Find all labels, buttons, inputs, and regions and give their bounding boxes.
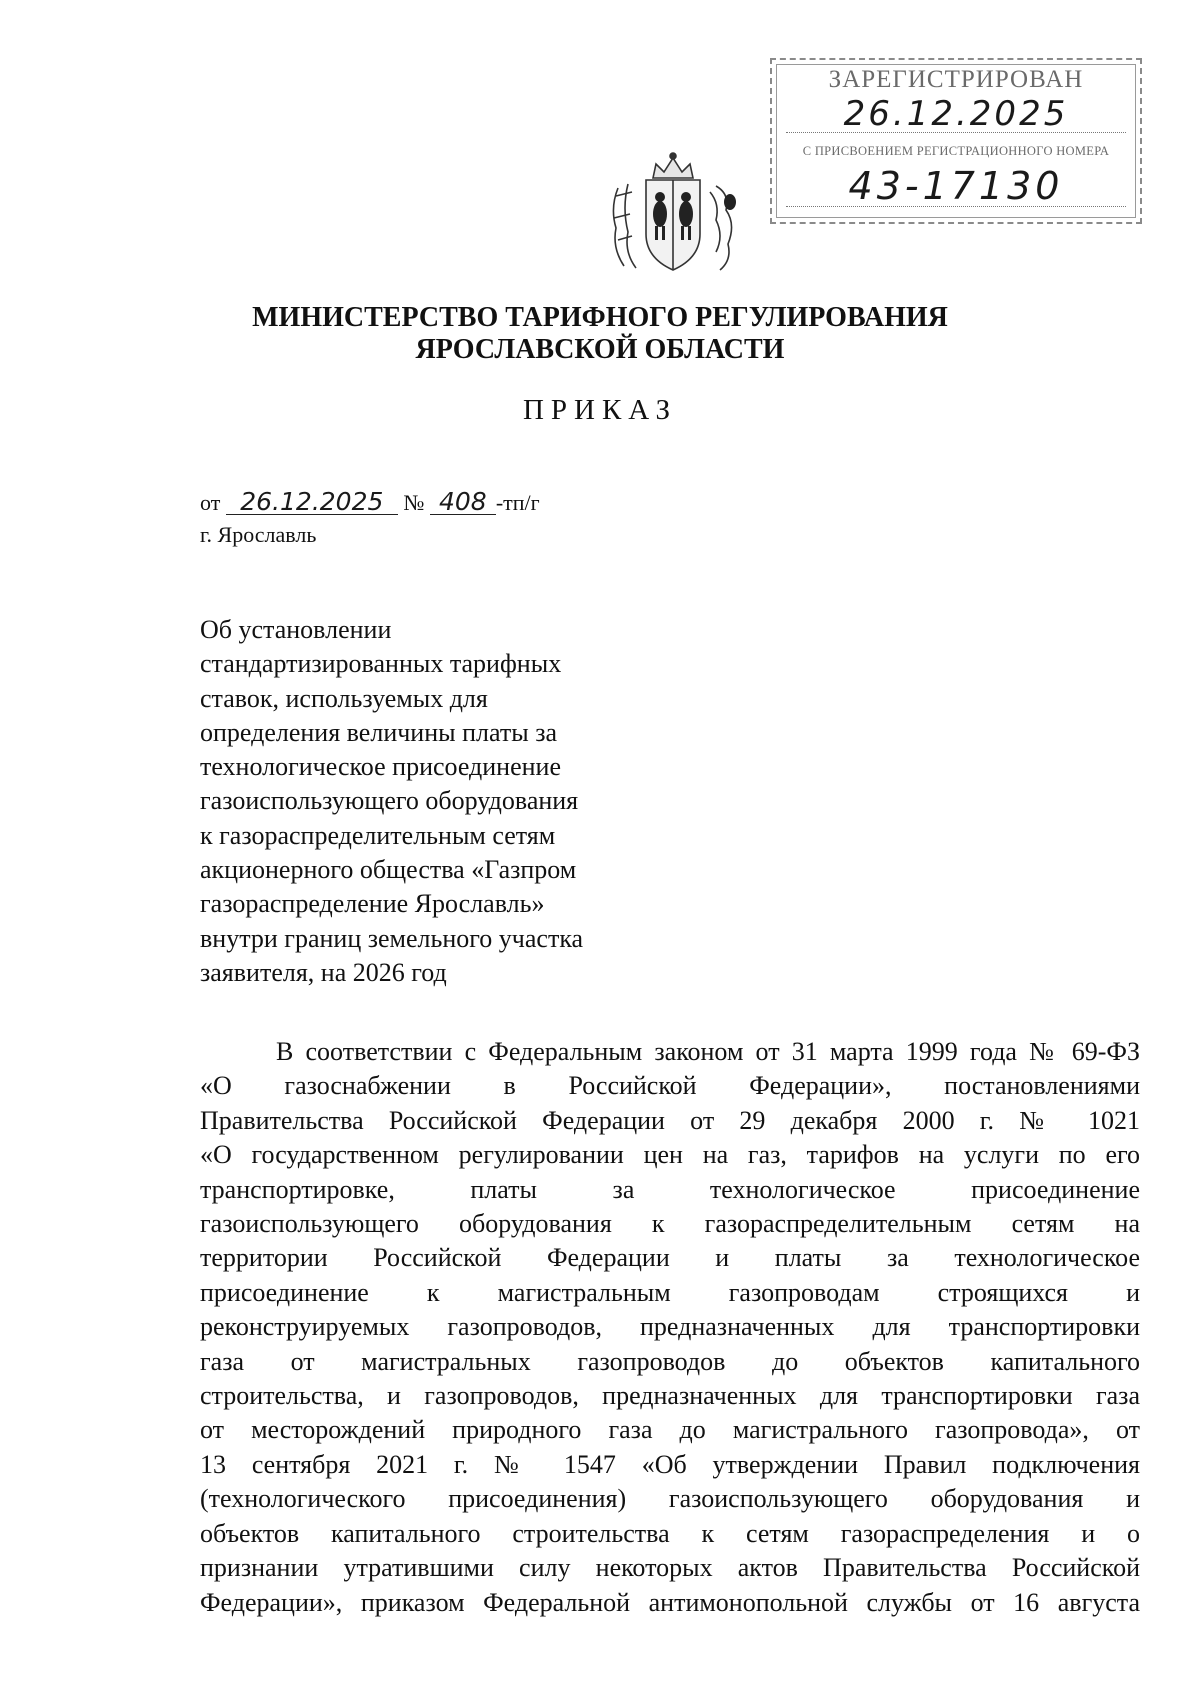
ministry-title-line-1: МИНИСТЕРСТВО ТАРИФНОГО РЕГУЛИРОВАНИЯ — [252, 302, 948, 333]
subject-line: к газораспределительным сетям — [200, 820, 556, 850]
order-date-line — [200, 487, 540, 516]
subject-line: акционерного общества «Газпром — [200, 855, 577, 885]
subject-line: ставок, используемых для — [200, 683, 488, 713]
subject-line: газоиспользующего оборудования — [200, 786, 579, 816]
order-body — [200, 1035, 1140, 1620]
stamp-handwritten-number: 43-17130 — [848, 164, 1064, 208]
subject-line: газораспределение Ярославль» — [200, 889, 545, 919]
number-suffix: -тп/г — [495, 490, 540, 515]
body-line: Федерации», приказом Федеральной антимонопольной службы от 16 августа — [200, 1587, 1140, 1617]
body-line: В соответствии с Федеральным законом от 31 марта 1999 года № 69-ФЗ — [276, 1037, 1140, 1066]
body-line: объектов капитального строительства к сетям газораспределения и о — [200, 1518, 1140, 1548]
body-line: признании утратившими силу некоторых актов Правительства Российской — [200, 1553, 1140, 1583]
number-sign: № — [403, 490, 425, 515]
body-line: реконструируемых газопроводов, предназначенных для транспортировки — [200, 1312, 1140, 1342]
stamp-number-line — [786, 206, 1126, 207]
body-line: (технологического присоединения) газоиспользующего оборудования и — [200, 1484, 1140, 1514]
body-line: Правительства Российской Федерации от 29 декабря 2000 г. № 1021 — [200, 1105, 1140, 1135]
date-prefix: от — [200, 490, 221, 515]
ministry-title-line-2: ЯРОСЛАВСКОЙ ОБЛАСТИ — [415, 334, 785, 365]
subject-line: внутри границ земельного участка — [200, 923, 584, 953]
body-line: газа от магистральных газопроводов до объектов капитального — [200, 1346, 1140, 1376]
stamp-caption: С ПРИСВОЕНИЕМ РЕГИСТРАЦИОННОГО НОМЕРА — [802, 144, 1110, 158]
subject-line: технологическое присоединение — [200, 752, 562, 782]
body-line: транспортировке, платы за технологическое присоединение — [200, 1174, 1140, 1204]
order-subject — [200, 613, 640, 990]
order-number-handwritten: 408 — [430, 490, 496, 515]
order-city: г. Ярославль — [200, 522, 317, 547]
subject-line: заявителя, на 2026 год — [200, 957, 447, 987]
body-line: «О государственном регулировании цен на газ, тарифов на услуги по его — [200, 1140, 1140, 1170]
stamp-handwritten-date: 26.12.2025 — [843, 94, 1069, 134]
body-line: строительства, и газопроводов, предназначенных для транспортировки газа — [200, 1381, 1140, 1411]
body-line: газоиспользующего оборудования к газораспределительным сетям на — [200, 1209, 1140, 1239]
ministry-title — [0, 302, 1200, 366]
subject-line: стандартизированных тарифных — [200, 649, 562, 679]
body-line: территории Российской Федерации и платы за технологическое — [200, 1243, 1140, 1273]
order-date-handwritten: 26.12.2025 — [226, 490, 398, 515]
subject-line: определения величины платы за — [200, 717, 558, 747]
stamp-date-line — [786, 132, 1126, 133]
stamp-title: ЗАРЕГИСТРИРОВАН — [828, 66, 1084, 93]
registration-stamp — [770, 58, 1142, 224]
body-line: присоединение к магистральным газопроводам строящихся и — [200, 1277, 1140, 1307]
body-line: 13 сентября 2021 г. № 1547 «Об утверждении Правил подключения — [200, 1449, 1140, 1479]
body-line: от месторождений природного газа до магистрального газопровода», от — [200, 1415, 1140, 1445]
body-line: «О газоснабжении в Российской Федерации», постановлениями — [200, 1071, 1140, 1101]
subject-line: Об установлении — [200, 615, 392, 644]
yaroslavl-coat-of-arms-icon — [598, 148, 748, 278]
order-title: ПРИКАЗ — [522, 394, 678, 426]
